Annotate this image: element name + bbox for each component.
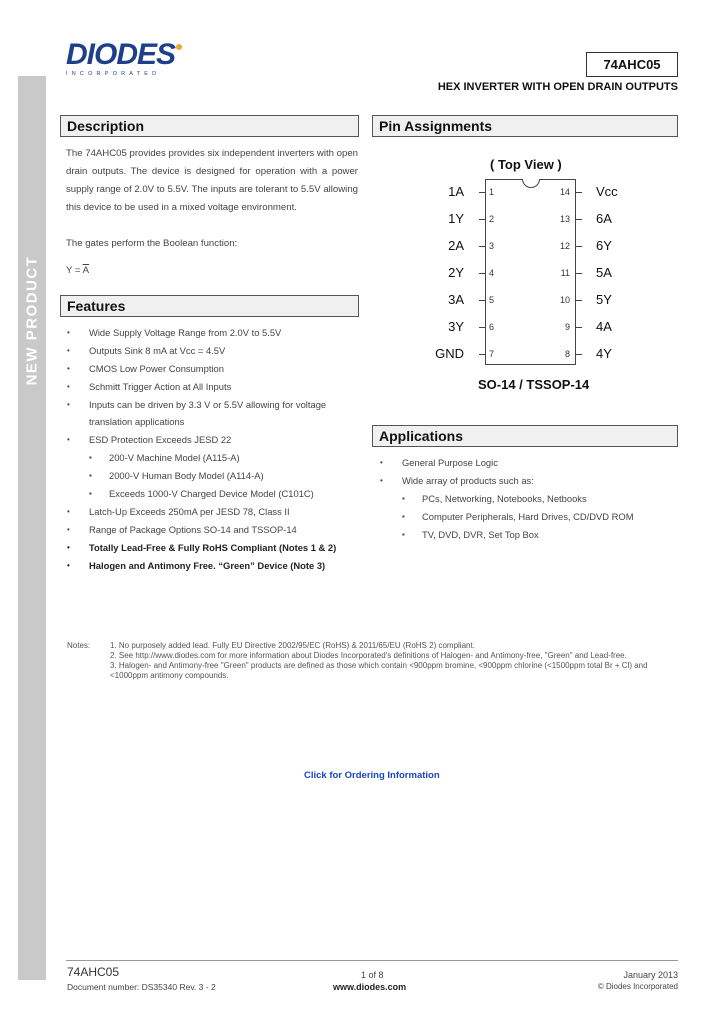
list-subitem: ▪ 200-V Machine Model (A115-A) <box>89 452 240 463</box>
list-subitem: ▪ TV, DVD, DVR, Set Top Box <box>402 529 539 540</box>
pin-label-right: 6A <box>596 211 612 226</box>
note-item: 3. Halogen- and Antimony-free "Green" products are defined as those which contain <900ppm bromine, <900ppm chlorine (<1500ppm total Br + Cl) and <box>110 661 648 670</box>
pin-lead <box>576 192 582 193</box>
part-number-box: 74AHC05 <box>586 52 678 77</box>
pin-label-right: 5Y <box>596 292 612 307</box>
pin-number-left: 1 <box>489 187 495 197</box>
list-item: • Outputs Sink 8 mA at Vcc = 4.5V <box>67 345 226 356</box>
list-subitem: ▪ PCs, Networking, Notebooks, Netbooks <box>402 493 587 504</box>
list-item: • CMOS Low Power Consumption <box>67 363 224 374</box>
boolean-equation: $Y = \overline{A}$ <box>66 265 90 276</box>
pin-lead <box>479 192 485 193</box>
pin-lead <box>479 246 485 247</box>
pin-lead <box>479 300 485 301</box>
pin-label-left: GND <box>435 346 464 361</box>
pin-number-left: 7 <box>489 349 495 359</box>
list-item: • Halogen and Antimony Free. “Green” Device (Note 3) <box>67 560 326 571</box>
list-subitem: ▪ Exceeds 1000-V Charged Device Model (C101C) <box>89 488 314 499</box>
pin-lead <box>479 327 485 328</box>
pin-label-right: Vcc <box>596 184 618 199</box>
pin-label-left: 3A <box>448 292 464 307</box>
list-item: • Wide array of products such as: <box>380 475 534 486</box>
new-product-label: NEW PRODUCT <box>23 255 41 385</box>
pin-number-right: 14 <box>559 187 570 197</box>
pin-label-right: 5A <box>596 265 612 280</box>
boolean-intro: The gates perform the Boolean function: <box>66 238 238 249</box>
pin-assignments-heading: Pin Assignments <box>372 115 678 137</box>
pin-lead <box>576 273 582 274</box>
features-heading: Features <box>60 295 359 317</box>
list-item: • Wide Supply Voltage Range from 2.0V to 5.5V <box>67 327 282 338</box>
list-item: • Latch-Up Exceeds 250mA per JESD 78, Class II <box>67 506 290 517</box>
pin-number-right: 11 <box>560 268 570 278</box>
part-subtitle: HEX INVERTER WITH OPEN DRAIN OUTPUTS <box>437 81 678 93</box>
applications-list <box>380 454 678 544</box>
footer-divider <box>66 960 678 961</box>
pin-lead <box>576 354 582 355</box>
pin-number-right: 13 <box>559 214 570 224</box>
pin-lead <box>576 327 582 328</box>
list-item-continuation: translation applications <box>89 416 185 427</box>
pin-label-right: 6Y <box>596 238 612 253</box>
list-item: • Totally Lead-Free & Fully RoHS Compliant (Notes 1 & 2) <box>67 542 337 553</box>
logo-dot-icon <box>176 44 182 50</box>
footer-part-number: 74AHC05 <box>67 965 120 979</box>
pin-lead <box>576 219 582 220</box>
pin1-notch-icon <box>522 179 540 188</box>
pin-label-left: 3Y <box>448 319 464 334</box>
ordering-info-link[interactable]: Click for Ordering Information <box>304 770 440 781</box>
description-text: The 74AHC05 provides provides six independent inverters with open drain outputs. The device is designed for operation with a power supply range of 2.0V to 5.5V. The inputs are tolerant to 5.5V allowing this device to be used in a mixed voltage environment. <box>66 148 358 213</box>
applications-heading: Applications <box>372 425 678 447</box>
pin-number-left: 4 <box>489 268 495 278</box>
list-item: • Range of Package Options SO-14 and TSSOP-14 <box>67 524 297 535</box>
notes-label: Notes: <box>67 641 91 650</box>
list-subitem: ▪ Computer Peripherals, Hard Drives, CD/DVD ROM <box>402 511 634 522</box>
footer-date: January 2013 <box>623 970 678 980</box>
pin-number-right: 8 <box>564 349 570 359</box>
list-item: • ESD Protection Exceeds JESD 22 <box>67 434 232 445</box>
pin-lead <box>479 354 485 355</box>
footer-document-number: Document number: DS35340 Rev. 3 - 2 <box>67 982 216 992</box>
note-item-continuation: <1000ppm antimony compounds. <box>110 671 229 680</box>
footer-url-link[interactable]: www.diodes.com <box>333 982 407 992</box>
description-heading: Description <box>60 115 359 137</box>
package-label: SO-14 / TSSOP-14 <box>478 377 590 392</box>
pin-label-left: 1Y <box>448 211 464 226</box>
note-item: 2. See http://www.diodes.com for more information about Diodes Incorporated's definitions of Halogen- and Antimony-free, "Green" and Lead-free. <box>110 651 627 660</box>
pin-label-right: 4Y <box>596 346 612 361</box>
page-number: 1 of 8 <box>361 970 384 980</box>
pin-label-left: 2Y <box>448 265 464 280</box>
pin-number-left: 5 <box>489 295 495 305</box>
list-item: • Inputs can be driven by 3.3 V or 5.5V allowing for voltage <box>67 399 327 410</box>
side-band <box>18 76 46 980</box>
top-view-label: ( Top View ) <box>490 157 562 172</box>
pin-number-left: 6 <box>489 322 495 332</box>
pin-number-right: 12 <box>559 241 570 251</box>
pin-number-right: 10 <box>559 295 570 305</box>
pin-number-right: 9 <box>564 322 570 332</box>
pin-lead <box>576 300 582 301</box>
pin-label-right: 4A <box>596 319 612 334</box>
list-item: • Schmitt Trigger Action at All Inputs <box>67 381 232 392</box>
pin-number-left: 2 <box>489 214 495 224</box>
note-item: 1. No purposely added lead. Fully EU Directive 2002/95/EC (RoHS) & 2011/65/EU (RoHS 2) compliant. <box>110 641 475 650</box>
pin-label-left: 1A <box>448 184 464 199</box>
footer-copyright: © Diodes Incorporated <box>597 982 678 991</box>
list-item: • General Purpose Logic <box>380 457 498 468</box>
pin-number-left: 3 <box>489 241 495 251</box>
pin-label-left: 2A <box>448 238 464 253</box>
list-subitem: ▪ 2000-V Human Body Model (A114-A) <box>89 470 264 481</box>
pin-lead <box>479 273 485 274</box>
logo-tagline: INCORPORATED <box>66 71 161 77</box>
pin-lead <box>576 246 582 247</box>
diodes-logo[interactable]: DIODES INCORPORATED <box>66 40 182 77</box>
features-list <box>67 324 359 575</box>
pin-lead <box>479 219 485 220</box>
